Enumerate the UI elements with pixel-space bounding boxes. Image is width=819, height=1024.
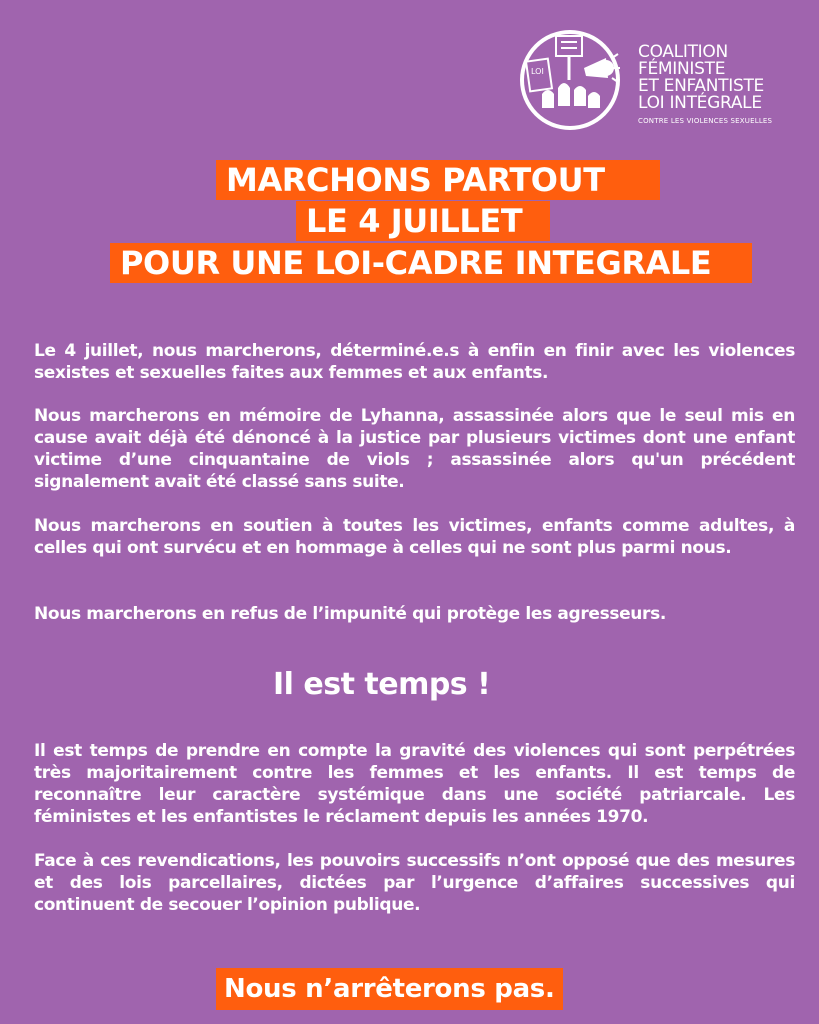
closing-statement: Nous n’arrêterons pas. xyxy=(216,968,563,1010)
logo-subtitle: CONTRE LES VIOLENCES SEXUELLES xyxy=(638,117,773,125)
logo-line-2: FÉMINISTE xyxy=(638,59,726,79)
subheading: Il est temps ! xyxy=(273,667,491,702)
paragraph-response: Face à ces revendications, les pouvoirs successifs n’ont opposé que des mesures et des lois parcellaires, dictées par l’urgence d’affaires successives qui continuent de secouer l’opinion publique. xyxy=(34,851,795,915)
headline-line-1: MARCHONS PARTOUT xyxy=(216,160,660,200)
protest-hands-icon xyxy=(518,28,622,132)
paragraph-time: Il est temps de prendre en compte la gravité des violences qui sont perpétrées très majoritairement contre les femmes et les enfants. Il est temps de reconnaître leur caractère systémique dans une société patriarcale. Les féministes et les enfantistes le réclament depuis les années 1970. xyxy=(34,741,795,827)
paragraph-impunity: Nous marcherons en refus de l’impunité qui protège les agresseurs. xyxy=(34,604,666,624)
logo-line-1: COALITION xyxy=(638,42,728,62)
paragraph-intro: Le 4 juillet, nous marcherons, déterminé.e.s à enfin en finir avec les violences sexistes et sexuelles faites aux femmes et aux enfants. xyxy=(34,341,795,383)
logo-line-3: ET ENFANTISTE xyxy=(638,76,764,96)
paragraph-support: Nous marcherons en soutien à toutes les victimes, enfants comme adultes, à celles qui ont survécu et en hommage à celles qui ne sont plus parmi nous. xyxy=(34,516,795,558)
logo-line-4: LOI INTÉGRALE xyxy=(638,93,762,113)
sign-text: LOI xyxy=(531,67,544,76)
coalition-logo xyxy=(518,28,788,136)
headline-line-2: LE 4 JUILLET xyxy=(296,201,550,241)
headline-line-3: POUR UNE LOI-CADRE INTEGRALE xyxy=(110,243,752,283)
paragraph-lyhanna: Nous marcherons en mémoire de Lyhanna, assassinée alors que le seul mis en cause avait déjà été dénoncé à la justice par plusieurs victimes dont une enfant victime d’une cinquantaine de viols ; assassinée alors qu'un précédent signalement avait été classé sans suite. xyxy=(34,406,795,492)
